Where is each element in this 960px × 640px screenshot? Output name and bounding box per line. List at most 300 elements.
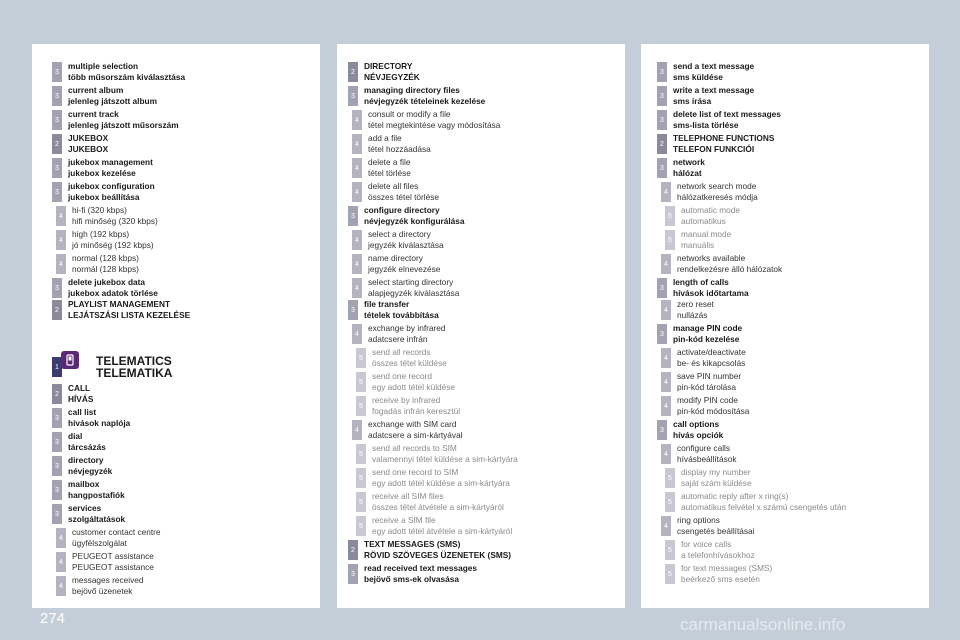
menu-entry [56, 205, 158, 227]
menu-entry [665, 539, 755, 561]
entry-text [72, 575, 143, 597]
entry-label-en: write a text message [673, 85, 755, 95]
entry-text [364, 539, 511, 561]
entry-text [673, 323, 742, 345]
entry-label-en: TELEPHONE FUNCTIONS [673, 133, 775, 143]
entry-label-hu: bejövő sms-ek olvasása [364, 574, 460, 584]
entry-text [72, 253, 139, 275]
entry-label-en: select a directory [368, 229, 431, 239]
menu-entry [56, 527, 161, 549]
level-badge: 5 [356, 444, 366, 464]
level-badge: 3 [657, 62, 667, 82]
level-badge: 3 [52, 86, 62, 106]
entry-text [72, 527, 161, 549]
level-badge: 2 [52, 300, 62, 320]
level-badge: 3 [348, 86, 358, 106]
menu-entry [661, 395, 749, 417]
menu-entry [52, 299, 190, 321]
entry-label-hu: be- és kikapcsolás [677, 358, 746, 368]
entry-label-hu: JUKEBOX [68, 144, 109, 154]
entry-label-en: delete list of text messages [673, 109, 781, 119]
menu-entry [348, 205, 465, 227]
entry-label-hu: névjegyzék [68, 466, 113, 476]
entry-label-hu: jukebox adatok törlése [68, 288, 158, 298]
entry-label-en: send all records [372, 347, 431, 357]
menu-entry [52, 85, 157, 107]
entry-label-hu: fogadás infrán keresztül [372, 406, 461, 416]
level-badge: 4 [661, 348, 671, 368]
entry-text [364, 299, 439, 321]
entry-text [68, 157, 153, 179]
entry-label-hu: hívások időtartama [673, 288, 749, 298]
entry-label-hu: jukebox kezelése [68, 168, 136, 178]
entry-label-hu: egy adott tétel küldése [372, 382, 456, 392]
level-badge: 4 [352, 254, 362, 274]
entry-text [368, 229, 444, 251]
entry-text [681, 467, 752, 489]
entry-label-hu: PEUGEOT assistance [72, 562, 154, 572]
level-badge: 4 [661, 516, 671, 536]
entry-label-en: receive a SIM file [372, 515, 436, 525]
entry-text [372, 347, 447, 369]
entry-label-en: add a file [368, 133, 402, 143]
entry-label-hu: hangpostafiók [68, 490, 125, 500]
entry-label-en: hi-fi (320 kbps) [72, 205, 127, 215]
menu-entry [661, 443, 737, 465]
entry-text [368, 181, 439, 203]
entry-label-en: name directory [368, 253, 423, 263]
entry-label-hu: HÍVÁS [68, 394, 94, 404]
entry-text [68, 133, 108, 155]
menu-entry [52, 133, 108, 155]
entry-label-en: exchange by infrared [368, 323, 446, 333]
menu-entry [356, 371, 455, 393]
entry-text [72, 205, 158, 227]
level-badge: 3 [52, 62, 62, 82]
entry-label-en: current album [68, 85, 124, 95]
menu-entry [665, 563, 772, 585]
menu-entry [657, 323, 742, 345]
entry-label-hu: egy adott tétel küldése a sim-kártyára [372, 478, 510, 488]
level-badge: 1 [52, 357, 62, 377]
entry-label-en: send one record to SIM [372, 467, 459, 477]
level-badge: 4 [352, 134, 362, 154]
entry-label-hu: adatcsere a sim-kártyával [368, 430, 463, 440]
entry-label-hu: ügyfélszolgálat [72, 538, 127, 548]
entry-text [673, 85, 754, 107]
entry-label-en: automatic reply after x ring(s) [681, 491, 789, 501]
menu-entry [352, 419, 463, 441]
menu-entry [657, 61, 754, 83]
entry-text [673, 277, 749, 299]
level-badge: 4 [661, 444, 671, 464]
entry-label-hu: összes tétel törlése [368, 192, 440, 202]
entry-label-en: dial [68, 431, 83, 441]
entry-text [677, 395, 749, 417]
entry-text [681, 205, 740, 227]
level-badge: 5 [665, 540, 675, 560]
entry-text [96, 355, 172, 379]
entry-text [677, 371, 741, 393]
level-badge: 3 [52, 456, 62, 476]
entry-label-hu: jukebox beállítása [68, 192, 140, 202]
entry-label-en: network search mode [677, 181, 757, 191]
menu-entry [52, 479, 125, 501]
entry-text [368, 253, 440, 275]
entry-label-en: multiple selection [68, 61, 139, 71]
menu-entry [352, 109, 500, 131]
entry-label-hu: tétel hozzáadása [368, 144, 431, 154]
page-number: 274 [40, 610, 66, 627]
entry-label-hu: pin-kód módosítása [677, 406, 750, 416]
entry-label-en: TEXT MESSAGES (SMS) [364, 539, 461, 549]
entry-label-hu: bejövő üzenetek [72, 586, 133, 596]
menu-entry [352, 253, 440, 275]
entry-text [677, 443, 737, 465]
menu-entry [348, 61, 420, 83]
entry-label-en: delete all files [368, 181, 419, 191]
level-badge: 3 [657, 420, 667, 440]
entry-text [372, 491, 504, 513]
level-badge: 4 [661, 396, 671, 416]
entry-label-hu: névjegyzék tételeinek kezelése [364, 96, 486, 106]
entry-text [368, 323, 446, 345]
entry-label-en: normal (128 kbps) [72, 253, 139, 263]
entry-label-en: configure directory [364, 205, 440, 215]
entry-label-hu: valamennyi tétel küldése a sim-kártyára [372, 454, 518, 464]
entry-label-hu: a telefonhívásokhoz [681, 550, 755, 560]
entry-label-hu: jelenleg játszott album [68, 96, 157, 106]
level-badge: 4 [661, 254, 671, 274]
entry-label-hu: LEJÁTSZÁSI LISTA KEZELÉSE [68, 310, 191, 320]
entry-label-hu: adatcsere infrán [368, 334, 428, 344]
level-badge: 3 [657, 158, 667, 178]
level-badge: 5 [665, 206, 675, 226]
entry-label-en: directory [68, 455, 104, 465]
entry-text [364, 563, 477, 585]
entry-label-hu: hifi minőség (320 kbps) [72, 216, 158, 226]
entry-text [673, 133, 774, 155]
menu-entry [665, 467, 752, 489]
entry-text [681, 229, 731, 251]
entry-text [677, 515, 755, 537]
level-badge: 4 [56, 552, 66, 572]
level-badge: 2 [657, 134, 667, 154]
level-badge: 5 [356, 516, 366, 536]
level-badge: 2 [52, 384, 62, 404]
entry-label-en: jukebox configuration [68, 181, 155, 191]
entry-text [68, 277, 158, 299]
entry-label-en: file transfer [364, 299, 410, 309]
entry-text [677, 181, 758, 203]
level-badge: 3 [52, 432, 62, 452]
level-badge: 4 [661, 300, 671, 320]
menu-entry [52, 431, 106, 453]
entry-label-en: managing directory files [364, 85, 460, 95]
entry-label-en: zero reset [677, 299, 714, 309]
menu-entry [661, 371, 741, 393]
entry-label-hu: automatikus [681, 216, 726, 226]
entry-label-hu: sms írása [673, 96, 712, 106]
entry-label-hu: sms küldése [673, 72, 723, 82]
entry-text [68, 299, 190, 321]
entry-label-en: jukebox management [68, 157, 153, 167]
level-badge: 3 [657, 86, 667, 106]
menu-entry [348, 539, 511, 561]
entry-label-hu: összes tétel küldése [372, 358, 447, 368]
entry-label-en: configure calls [677, 443, 731, 453]
menu-entry [52, 157, 153, 179]
entry-label-en: automatic mode [681, 205, 741, 215]
entry-label-en: current track [68, 109, 119, 119]
watermark: carmanualsonline.info [680, 615, 846, 634]
entry-label-en: networks available [677, 253, 746, 263]
menu-entry [348, 85, 485, 107]
menu-entry [52, 503, 125, 525]
entry-label-en: delete a file [368, 157, 411, 167]
entry-label-en: send one record [372, 371, 432, 381]
entry-label-en: manual mode [681, 229, 732, 239]
entry-label-en: TELEMATICS [96, 354, 172, 368]
entry-text [372, 515, 512, 537]
entry-text [677, 347, 746, 369]
menu-entry [52, 355, 172, 379]
menu-entry [356, 347, 447, 369]
menu-entry [52, 407, 130, 429]
level-badge: 4 [56, 254, 66, 274]
level-badge: 5 [665, 468, 675, 488]
menu-entry [52, 109, 179, 131]
entry-text [368, 157, 411, 179]
entry-label-en: CALL [68, 383, 91, 393]
entry-label-en: select starting directory [368, 277, 454, 287]
entry-label-hu: rendelkezésre álló hálózatok [677, 264, 783, 274]
entry-label-hu: TELEFON FUNKCIÓI [673, 144, 755, 154]
entry-label-hu: tétel megtekintése vagy módosítása [368, 120, 501, 130]
menu-entry [657, 419, 723, 441]
menu-entry [657, 133, 774, 155]
menu-entry [52, 61, 185, 83]
level-badge: 3 [52, 480, 62, 500]
level-badge: 3 [657, 278, 667, 298]
menu-entry [356, 395, 460, 417]
entry-text [673, 61, 754, 83]
menu-entry [661, 515, 755, 537]
entry-label-en: customer contact centre [72, 527, 161, 537]
entry-label-hu: TELEMATIKA [96, 366, 173, 380]
menu-entry [661, 253, 782, 275]
level-badge: 5 [356, 396, 366, 416]
entry-label-hu: tétel törlése [368, 168, 411, 178]
entry-label-en: call options [673, 419, 720, 429]
level-badge: 3 [657, 110, 667, 130]
level-badge: 4 [352, 158, 362, 178]
menu-entry [56, 575, 143, 597]
entry-label-en: PLAYLIST MANAGEMENT [68, 299, 171, 309]
entry-text [681, 563, 772, 585]
level-badge: 4 [56, 576, 66, 596]
level-badge: 4 [352, 110, 362, 130]
entry-label-hu: tételek továbbítása [364, 310, 439, 320]
menu-entry [348, 563, 477, 585]
menu-entry [56, 229, 154, 251]
entry-label-hu: jó minőség (192 kbps) [72, 240, 154, 250]
menu-entry [352, 323, 446, 345]
level-badge: 3 [52, 110, 62, 130]
menu-entry [356, 443, 518, 465]
entry-label-hu: szolgáltatások [68, 514, 126, 524]
entry-label-hu: csengetés beállításai [677, 526, 755, 536]
entry-label-en: call list [68, 407, 97, 417]
entry-label-hu: hívás opciók [673, 430, 724, 440]
level-badge: 4 [661, 182, 671, 202]
level-badge: 4 [56, 206, 66, 226]
entry-text [68, 181, 155, 203]
entry-label-hu: jegyzék elnevezése [368, 264, 441, 274]
level-badge: 5 [356, 348, 366, 368]
entry-label-en: for text messages (SMS) [681, 563, 773, 573]
entry-label-en: consult or modify a file [368, 109, 451, 119]
menu-entry [665, 229, 731, 251]
entry-text [72, 229, 154, 251]
level-badge: 5 [356, 468, 366, 488]
entry-label-en: activate/deactivate [677, 347, 746, 357]
entry-label-en: send a text message [673, 61, 755, 71]
level-badge: 3 [52, 278, 62, 298]
entry-text [673, 419, 723, 441]
menu-entry [657, 157, 705, 179]
level-badge: 4 [661, 372, 671, 392]
menu-entry [352, 229, 444, 251]
entry-label-hu: alapjegyzék kiválasztása [368, 288, 460, 298]
entry-label-hu: automatikus felvétel x számú csengetés után [681, 502, 847, 512]
entry-text [681, 539, 755, 561]
menu-entry [356, 515, 512, 537]
entry-label-en: modify PIN code [677, 395, 738, 405]
entry-label-hu: hálózat [673, 168, 702, 178]
entry-label-hu: hívások naplója [68, 418, 131, 428]
level-badge: 4 [352, 182, 362, 202]
level-badge: 2 [52, 134, 62, 154]
entry-label-en: delete jukebox data [68, 277, 146, 287]
entry-label-hu: sms-lista törlése [673, 120, 739, 130]
entry-text [673, 157, 705, 179]
entry-text [368, 109, 500, 131]
level-badge: 3 [52, 504, 62, 524]
entry-label-en: ring options [677, 515, 720, 525]
entry-label-hu: jegyzék kiválasztása [368, 240, 444, 250]
entry-text [372, 371, 455, 393]
entry-label-hu: NÉVJEGYZÉK [364, 72, 420, 82]
entry-label-en: JUKEBOX [68, 133, 109, 143]
entry-label-hu: hívásbeállítások [677, 454, 737, 464]
menu-entry [356, 467, 510, 489]
entry-label-hu: pin-kód tárolása [677, 382, 737, 392]
entry-label-hu: tárcsázás [68, 442, 106, 452]
entry-label-hu: nullázás [677, 310, 708, 320]
entry-label-en: for voice calls [681, 539, 732, 549]
level-badge: 3 [348, 564, 358, 584]
level-badge: 3 [52, 158, 62, 178]
menu-entry [661, 347, 746, 369]
entry-label-en: DIRECTORY [364, 61, 413, 71]
menu-entry [348, 299, 439, 321]
level-badge: 4 [56, 230, 66, 250]
entry-label-en: high (192 kbps) [72, 229, 130, 239]
entry-text [677, 253, 782, 275]
entry-label-en: save PIN number [677, 371, 742, 381]
entry-text [68, 455, 112, 477]
entry-text [673, 109, 781, 131]
level-badge: 4 [352, 420, 362, 440]
entry-label-en: mailbox [68, 479, 100, 489]
entry-text [68, 109, 179, 131]
entry-text [372, 467, 510, 489]
entry-text [677, 299, 714, 321]
entry-label-en: messages received [72, 575, 144, 585]
entry-label-hu: hálózatkeresés módja [677, 192, 758, 202]
entry-label-en: receive by infrared [372, 395, 441, 405]
level-badge: 2 [348, 540, 358, 560]
entry-text [364, 61, 420, 83]
entry-text [68, 407, 130, 429]
entry-text [368, 133, 431, 155]
menu-entry [352, 181, 439, 203]
entry-text [364, 205, 465, 227]
menu-entry [665, 205, 740, 227]
menu-entry [352, 133, 431, 155]
entry-text [364, 85, 485, 107]
entry-label-en: exchange with SIM card [368, 419, 457, 429]
level-badge: 5 [356, 492, 366, 512]
entry-label-en: PEUGEOT assistance [72, 551, 154, 561]
level-badge: 4 [352, 324, 362, 344]
entry-text [368, 277, 459, 299]
entry-label-en: manage PIN code [673, 323, 743, 333]
level-badge: 5 [665, 492, 675, 512]
menu-entry [52, 181, 155, 203]
entry-label-hu: pin-kód kezelése [673, 334, 740, 344]
level-badge: 3 [52, 182, 62, 202]
level-badge: 3 [348, 300, 358, 320]
menu-entry [661, 299, 714, 321]
entry-label-en: services [68, 503, 102, 513]
entry-label-en: display my number [681, 467, 751, 477]
level-badge: 3 [348, 206, 358, 226]
menu-entry [657, 277, 749, 299]
level-badge: 4 [352, 230, 362, 250]
menu-entry [52, 383, 93, 405]
level-badge: 3 [52, 408, 62, 428]
entry-label-en: receive all SIM files [372, 491, 444, 501]
menu-entry [661, 181, 758, 203]
level-badge: 2 [348, 62, 358, 82]
entry-label-hu: egy adott tétel átvétele a sim-kártyáról [372, 526, 513, 536]
entry-label-hu: normál (128 kbps) [72, 264, 139, 274]
menu-entry [352, 157, 411, 179]
menu-entry [56, 253, 139, 275]
menu-entry [352, 277, 459, 299]
entry-text [372, 443, 518, 465]
entry-label-hu: beérkező sms esetén [681, 574, 760, 584]
entry-label-hu: több műsorszám kiválasztása [68, 72, 186, 82]
level-badge: 5 [665, 564, 675, 584]
entry-text [68, 479, 125, 501]
level-badge: 4 [352, 278, 362, 298]
level-badge: 3 [657, 324, 667, 344]
entry-text [368, 419, 463, 441]
level-badge: 5 [665, 230, 675, 250]
